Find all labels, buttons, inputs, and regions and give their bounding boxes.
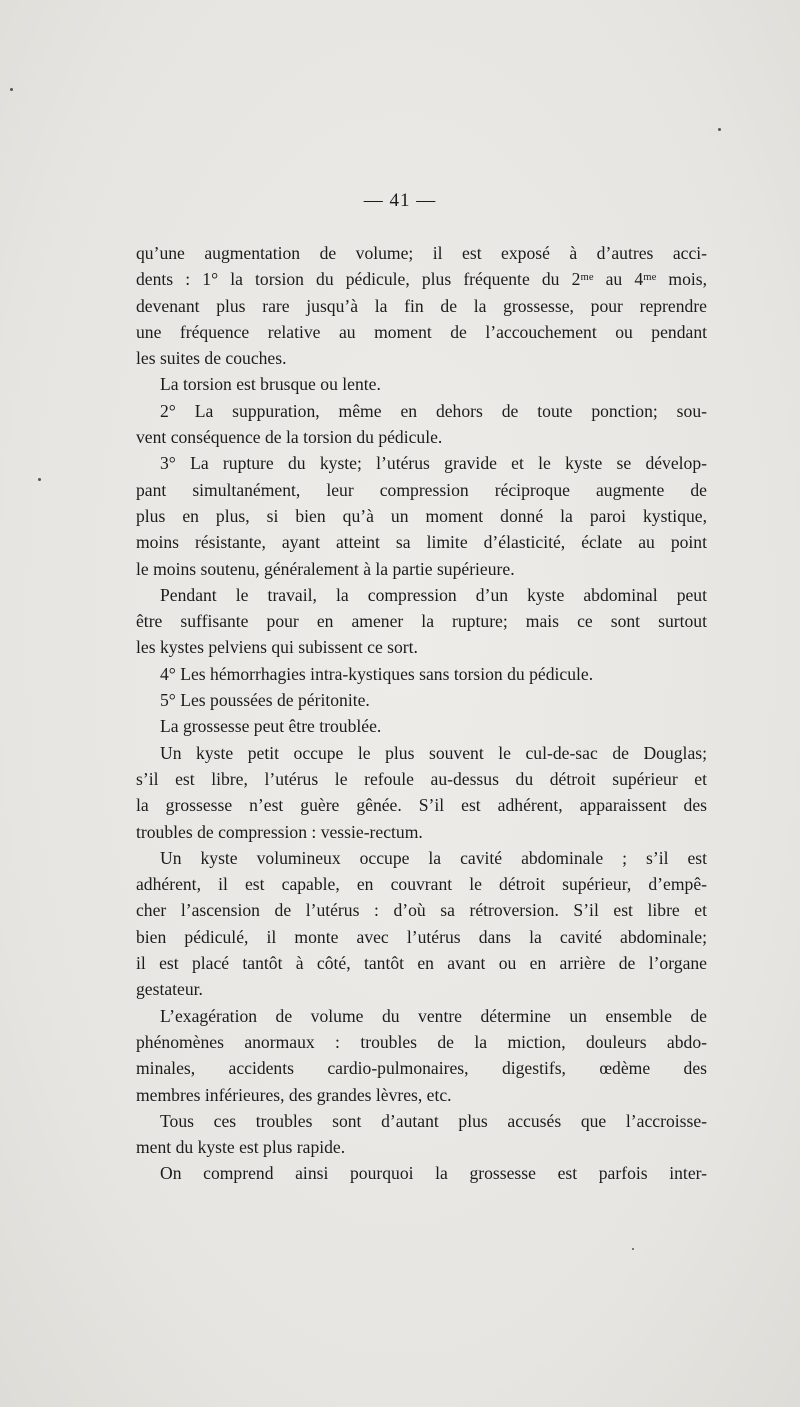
text-line: il est placé tantôt à côté, tantôt en avant ou en arrière de l’organe [136,953,707,974]
text-line: Tous ces troubles sont d’autant plus accusés que l’accroisse- [160,1110,707,1131]
text-line: qu’une augmentation de volume; il est exposé à d’autres acci- [136,243,707,263]
text-line: 2° La suppuration, même en dehors de toute ponction; sou- [160,400,707,421]
text-line: la grossesse n’est guère gênée. S’il est adhérent, apparaissent des [136,795,707,816]
text-line: s’il est libre, l’utérus le refoule au-dessus du détroit supérieur et [136,768,707,789]
text-line: Un kyste volumineux occupe la cavité abdominale ; s’il est [160,847,707,868]
text-line: les kystes pelviens qui subissent ce sort. [136,637,418,658]
text-line: dents : 1° la torsion du pédicule, plus fréquente du 2ᵐᵉ au 4ᵐᵉ mois, [136,269,707,290]
text-line: adhérent, il est capable, en couvrant le détroit supérieur, d’empê- [136,874,707,895]
paper-speck [10,88,13,91]
text-line: La grossesse peut être troublée. [160,716,382,737]
text-line: Un kyste petit occupe le plus souvent le cul-de-sac de Douglas; [160,742,707,763]
text-line: être suffisante pour en amener la rupture; mais ce sont surtout [136,611,707,632]
page-number: — 41 — [363,190,437,211]
text-line: ment du kyste est plus rapide. [136,1137,346,1158]
text-line: bien pédiculé, il monte avec l’utérus dans la cavité abdominale; [136,926,707,947]
text-line: gestateur. [136,979,203,1000]
text-line: phénomènes anormaux : troubles de la miction, douleurs abdo- [136,1031,707,1052]
text-line: Pendant le travail, la compression d’un kyste abdominal peut [160,584,707,605]
text-line: minales, accidents cardio-pulmonaires, digestifs, œdème des [136,1058,707,1079]
text-line: le moins soutenu, généralement à la partie supérieure. [136,558,515,579]
text-line: 4° Les hémorrhagies intra-kystiques sans torsion du pédicule. [160,663,594,684]
paper-speck [718,128,721,131]
text-line: plus en plus, si bien qu’à un moment donné la paroi kystique, [136,505,707,526]
text-line: pant simultanément, leur compression réciproque augmente de [136,479,707,500]
text-line: troubles de compression : vessie-rectum. [136,821,423,842]
text-line: 5° Les poussées de péritonite. [160,690,370,711]
paper-speck [632,1248,634,1250]
text-line: une fréquence relative au moment de l’accouchement ou pendant [136,321,707,342]
body-text [136,240,707,1187]
text-line: 3° La rupture du kyste; l’utérus gravide et le kyste se dévelop- [160,453,707,474]
text-line: les suites de couches. [136,348,287,369]
text-line: moins résistante, ayant atteint sa limite d’élasticité, éclate au point [136,532,707,553]
text-line: cher l’ascension de l’utérus : d’où sa rétroversion. S’il est libre et [136,900,707,921]
text-line: devenant plus rare jusqu’à la fin de la grossesse, pour reprendre [136,295,707,316]
text-line: vent conséquence de la torsion du pédicule. [136,427,443,448]
paper-speck [38,478,41,481]
text-line: On comprend ainsi pourquoi la grossesse est parfois inter- [160,1163,707,1184]
text-line: membres inférieures, des grandes lèvres, etc. [136,1084,452,1105]
text-line: La torsion est brusque ou lente. [160,374,381,395]
text-line: L’exagération de volume du ventre détermine un ensemble de [160,1005,707,1026]
